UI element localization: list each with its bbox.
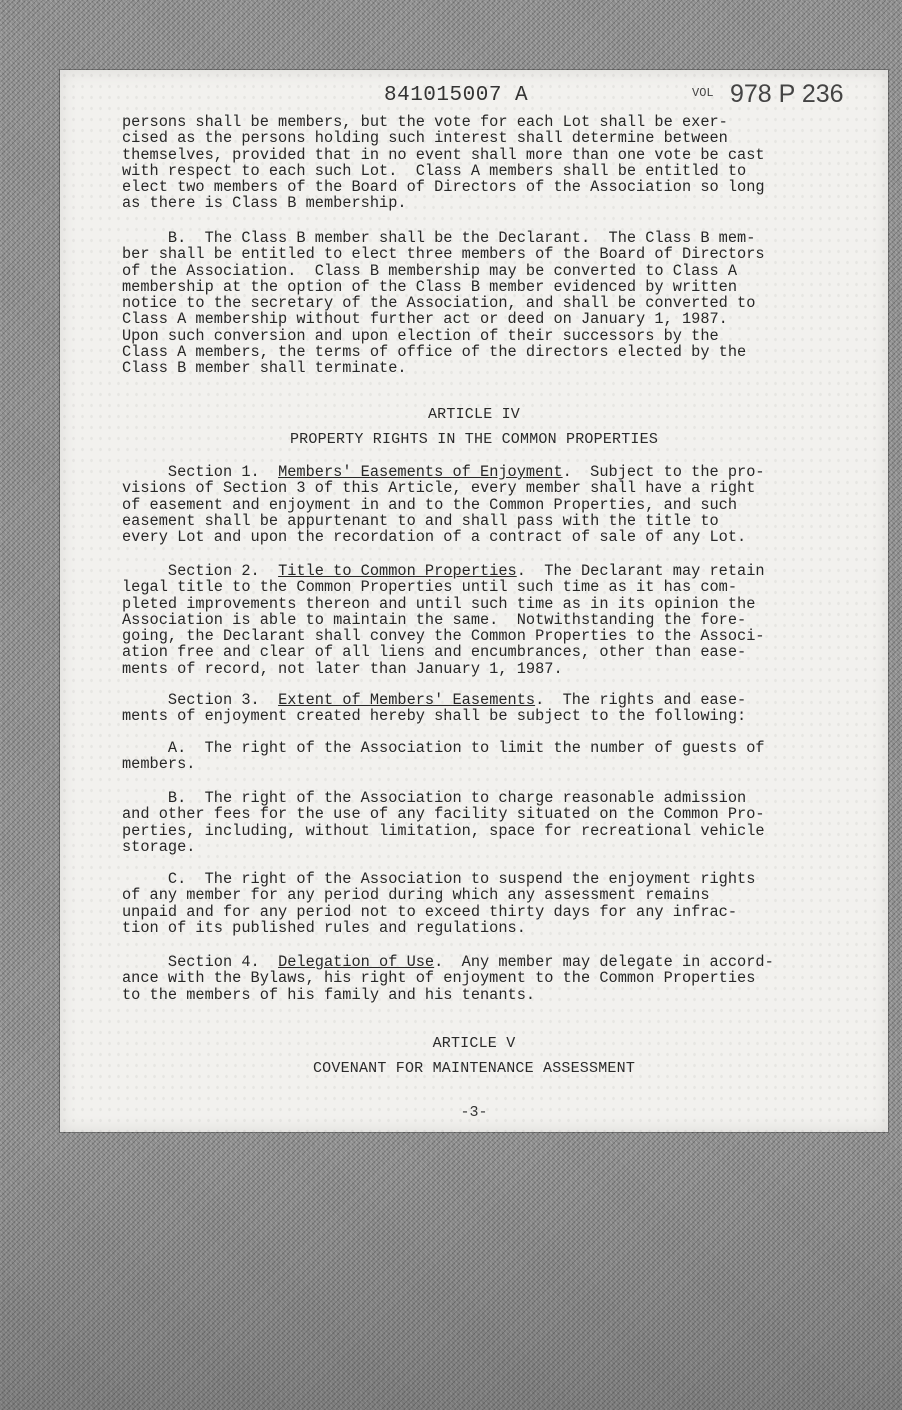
- text-line: perties, including, without limitation, space for recreational vehicle: [122, 821, 765, 840]
- text-line: elect two members of the Board of Directors of the Association so long: [122, 178, 765, 197]
- text-fragment: . The rights and ease-: [535, 691, 747, 709]
- text-line: notice to the secretary of the Association, and shall be converted to: [122, 294, 756, 313]
- text-line: persons shall be members, but the vote for each Lot shall be exer-: [122, 113, 728, 131]
- text-line: [122, 954, 822, 970]
- record-number: 841015007 A: [384, 84, 529, 107]
- text-line: going, the Declarant shall convey the Common Properties to the Associ-: [122, 627, 765, 646]
- text-line: [122, 563, 822, 579]
- text-line: of any member for any period during which any assessment remains: [122, 886, 710, 905]
- article-iv-heading: ARTICLE IV: [427, 406, 520, 423]
- text-line: of the Association. Class B membership may be converted to Class A: [122, 261, 738, 280]
- volume-page-number: 978 P 236: [730, 80, 844, 108]
- section-title: Extent of Members' Easements: [278, 691, 536, 709]
- text-line: and other fees for the use of any facility situated on the Common Pro-: [122, 805, 765, 824]
- section-1: [122, 464, 822, 545]
- section-prefix: Section 4.: [122, 953, 279, 971]
- text-line: cised as the persons holding such interest shall determine between: [122, 129, 728, 148]
- text-line: B. The Class B member shall be the Declarant. The Class B mem-: [122, 229, 756, 247]
- text-line: visions of Section 3 of this Article, every member shall have a right: [122, 479, 756, 498]
- item-a: [122, 740, 822, 773]
- section-prefix: Section 1.: [122, 463, 279, 481]
- text-line: ments of enjoyment created hereby shall be subject to the following:: [122, 707, 747, 726]
- text-line: B. The right of the Association to charge reasonable admission: [122, 789, 747, 807]
- text-line: tion of its published rules and regulations.: [122, 918, 526, 937]
- section-prefix: Section 3.: [122, 691, 279, 709]
- text-line: every Lot and upon the recordation of a contract of sale of any Lot.: [122, 528, 747, 547]
- section-2: [122, 563, 822, 677]
- article-iv-subheading: PROPERTY RIGHTS IN THE COMMON PROPERTIES: [289, 431, 659, 448]
- article-v-subheading: COVENANT FOR MAINTENANCE ASSESSMENT: [312, 1060, 636, 1077]
- paragraph-class-b: [122, 230, 822, 377]
- text-line: ments of record, not later than January 1, 1987.: [122, 659, 563, 678]
- paragraph-class-a-continued: [122, 114, 822, 212]
- scan-background: [0, 1135, 902, 1410]
- text-line: Class A members, the terms of office of the directors elected by the: [122, 343, 747, 362]
- text-line: pleted improvements thereon and until such time as in its opinion the: [122, 594, 756, 613]
- text-line: [122, 692, 822, 708]
- item-c: [122, 871, 822, 936]
- text-line: ance with the Bylaws, his right of enjoyment to the Common Properties: [122, 969, 756, 988]
- text-line: with respect to each such Lot. Class A members shall be entitled to: [122, 161, 747, 180]
- text-line: Class B member shall terminate.: [122, 359, 407, 378]
- text-line: ation free and clear of all liens and encumbrances, other than ease-: [122, 643, 747, 662]
- text-line: of easement and enjoyment in and to the Common Properties, and such: [122, 495, 738, 514]
- section-title: Title to Common Properties: [278, 562, 517, 580]
- text-line: themselves, provided that in no event shall more than one vote be cast: [122, 145, 765, 164]
- text-line: C. The right of the Association to suspend the enjoyment rights: [122, 870, 756, 888]
- text-line: ber shall be entitled to elect three members of the Board of Directors: [122, 245, 765, 264]
- text-line: Association is able to maintain the same. Notwithstanding the fore-: [122, 610, 747, 629]
- text-line: membership at the option of the Class B member evidenced by written: [122, 277, 738, 296]
- section-prefix: Section 2.: [122, 562, 279, 580]
- article-v-heading: ARTICLE V: [432, 1035, 516, 1052]
- volume-label: VOL: [692, 86, 714, 100]
- text-line: easement shall be appurtenant to and shall pass with the title to: [122, 511, 719, 530]
- section-3: [122, 692, 822, 725]
- text-line: A. The right of the Association to limit the number of guests of: [122, 739, 765, 757]
- text-line: unpaid and for any period not to exceed thirty days for any infrac-: [122, 902, 738, 921]
- text-line: [122, 464, 822, 480]
- text-fragment: . The Declarant may retain: [516, 562, 765, 580]
- text-line: members.: [122, 755, 196, 774]
- section-title: Delegation of Use: [278, 953, 435, 971]
- section-title: Members' Easements of Enjoyment: [278, 463, 563, 481]
- text-fragment: . Any member may delegate in accord-: [434, 953, 774, 971]
- text-fragment: . Subject to the pro-: [562, 463, 765, 481]
- text-line: Upon such conversion and upon election of their successors by the: [122, 326, 719, 345]
- text-line: storage.: [122, 837, 196, 856]
- section-4: [122, 954, 822, 1003]
- item-b: [122, 790, 822, 855]
- text-line: as there is Class B membership.: [122, 194, 407, 213]
- text-line: to the members of his family and his tenants.: [122, 985, 536, 1004]
- page-number: -3-: [460, 1104, 488, 1121]
- text-line: Class A membership without further act or deed on January 1, 1987.: [122, 310, 728, 329]
- text-line: legal title to the Common Properties until such time as it has com-: [122, 578, 738, 597]
